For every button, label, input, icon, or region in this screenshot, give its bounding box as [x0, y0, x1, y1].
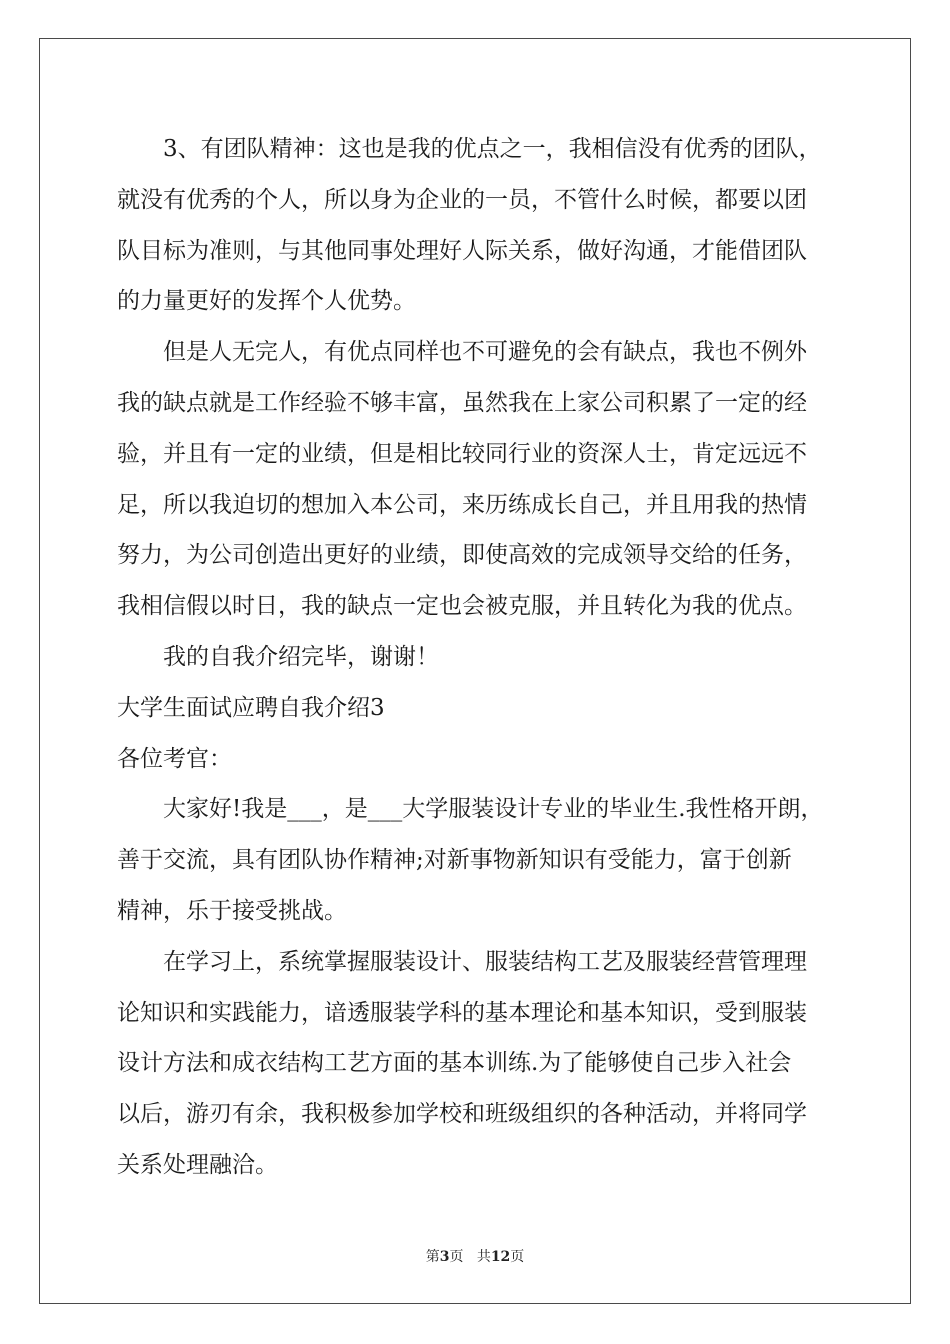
- paragraph-line: 验，并且有一定的业绩，但是相比较同行业的资深人士，肯定远远不: [117, 440, 807, 467]
- total-pages-number: 12: [490, 1249, 511, 1265]
- footer-prefix: 第: [425, 1249, 440, 1265]
- paragraph-line: 我的缺点就是工作经验不够丰富，虽然我在上家公司积累了一定的经: [117, 389, 807, 416]
- paragraph-line: 善于交流，具有团队协作精神;对新事物新知识有受能力，富于创新: [117, 847, 792, 874]
- closing-line: 我的自我介绍完毕，谢谢！: [163, 643, 439, 670]
- paragraph-line: 在学习上，系统掌握服装设计、服装结构工艺及服装经营管理理: [163, 948, 807, 975]
- document-body: [117, 124, 837, 1191]
- footer-total-label: 页: [510, 1249, 525, 1265]
- paragraph-line: 设计方法和成衣结构工艺方面的基本训练.为了能够使自己步入社会: [117, 1050, 792, 1077]
- paragraph-line: 但是人无完人，有优点同样也不可避免的会有缺点，我也不例外: [163, 339, 807, 366]
- paragraph-line: 努力，为公司创造出更好的业绩，即使高效的完成领导交给的任务，: [117, 542, 807, 569]
- paragraph-line: 的力量更好的发挥个人优势。: [117, 288, 416, 315]
- paragraph-line: 队目标为准则，与其他同事处理好人际关系，做好沟通，才能借团队: [117, 237, 807, 264]
- paragraph-line: 关系处理融洽。: [117, 1151, 278, 1178]
- salutation: 各位考官：: [117, 745, 232, 772]
- paragraph-line: 大家好!我是___，是___大学服装设计专业的毕业生.我性格开朗，: [163, 796, 824, 823]
- paragraph-line: 精神，乐于接受挑战。: [117, 897, 347, 924]
- paragraph-line: 足，所以我迫切的想加入本公司，来历练成长自己，并且用我的热情: [117, 491, 807, 518]
- paragraph-line: 以后，游刃有余，我积极参加学校和班级组织的各种活动，并将同学: [117, 1101, 807, 1128]
- section-heading: 大学生面试应聘自我介绍3: [117, 694, 385, 721]
- paragraph-line: 论知识和实践能力，谙透服装学科的基本理论和基本知识，受到服装: [117, 999, 807, 1026]
- paragraph-line: 3、有团队精神：这也是我的优点之一，我相信没有优秀的团队，: [163, 136, 822, 162]
- paragraph-line: 我相信假以时日，我的缺点一定也会被克服，并且转化为我的优点。: [117, 593, 807, 620]
- current-page-number: 3: [439, 1249, 450, 1265]
- footer-page-label: 页: [449, 1249, 464, 1265]
- page-footer: [0, 1246, 950, 1266]
- paragraph-line: 就没有优秀的个人，所以身为企业的一员，不管什么时候，都要以团: [117, 186, 807, 213]
- footer-total-prefix: 共: [476, 1249, 491, 1265]
